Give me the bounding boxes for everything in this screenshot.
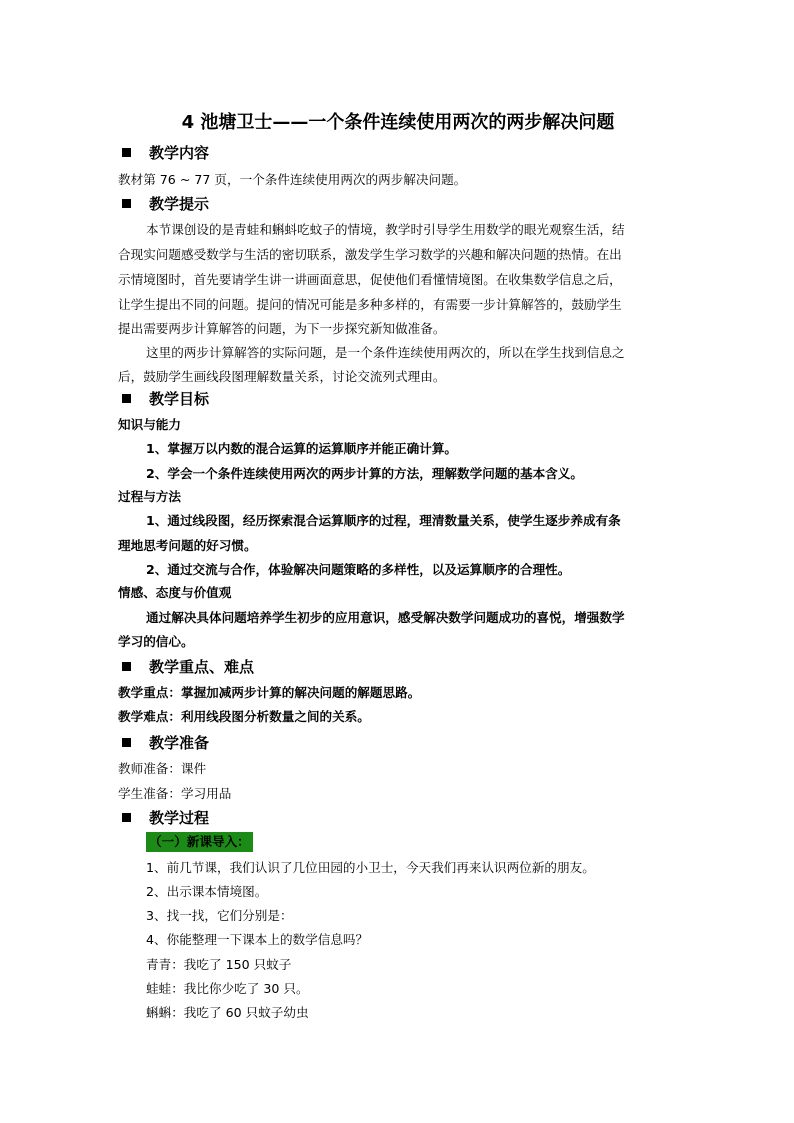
process-item: 蛙蛙：我比你少吃了 30 只。 <box>146 981 309 996</box>
square-bullet-icon <box>122 738 131 747</box>
goals-subheading: 情感、态度与价值观 <box>118 585 232 600</box>
tips-line: 让学生提出不同的问题。提问的情况可能是多种多样的，有需要一步计算解答的，鼓励学生 <box>118 297 622 312</box>
difficult-point: 教学难点：利用线段图分析数量之间的关系。 <box>118 709 370 724</box>
process-item: 1、前几节课，我们认识了几位田园的小卫士，今天我们再来认识两位新的朋友。 <box>146 860 595 875</box>
goal-item: 2、学会一个条件连续使用两次的两步计算的方法，理解数学问题的基本含义。 <box>146 466 583 481</box>
prep-item: 教师准备：课件 <box>118 761 207 776</box>
tips-line: 合现实问题感受数学与生活的密切联系，激发学生学习数学的兴趣和解决问题的热情。在出 <box>118 247 622 262</box>
section-heading-goals: 教学目标 <box>118 388 209 410</box>
goal-item: 1、通过线段图，经历探索混合运算顺序的过程，理清数量关系，使学生逐步养成有条 <box>146 513 621 528</box>
tips-line: 后，鼓励学生画线段图理解数量关系，讨论交流列式理由。 <box>118 369 446 384</box>
process-item: 蝌蝌：我吃了 60 只蚊子幼虫 <box>146 1005 309 1020</box>
section-heading-key-points: 教学重点、难点 <box>118 656 254 678</box>
square-bullet-icon <box>122 148 131 157</box>
goals-subheading: 知识与能力 <box>118 417 181 432</box>
process-item: 青青：我吃了 150 只蚊子 <box>146 957 292 972</box>
goal-item: 通过解决具体问题培养学生初步的应用意识，感受解决数学问题成功的喜悦，增强数学 <box>146 610 625 625</box>
tips-line: 提出需要两步计算解答的问题，为下一步探究新知做准备。 <box>118 321 446 336</box>
goal-item: 1、掌握万以内数的混合运算的运算顺序并能正确计算。 <box>146 441 458 456</box>
tips-line: 这里的两步计算解答的实际问题，是一个条件连续使用两次的，所以在学生找到信息之 <box>146 345 625 360</box>
process-item: 4、你能整理一下课本上的数学信息吗？ <box>146 932 369 947</box>
goals-subheading: 过程与方法 <box>118 489 181 504</box>
process-item: 2、出示课本情境图。 <box>146 884 268 899</box>
prep-item: 学生准备：学习用品 <box>118 786 232 801</box>
section-heading-tips: 教学提示 <box>118 193 209 215</box>
goal-item: 2、通过交流与合作，体验解决问题策略的多样性，以及运算顺序的合理性。 <box>146 562 571 577</box>
goal-item: 理地思考问题的好习惯。 <box>118 538 257 553</box>
key-point: 教学重点：掌握加减两步计算的解决问题的解题思路。 <box>118 685 421 700</box>
tips-line: 本节课创设的是青蛙和蝌蚪吃蚊子的情境，教学时引导学生用数学的眼光观察生活，结 <box>146 222 625 237</box>
document-title: 4 池塘卫士——一个条件连续使用两次的两步解决问题 <box>181 112 615 133</box>
step-label-highlight: （一）新课导入： <box>146 832 253 852</box>
square-bullet-icon <box>122 394 131 403</box>
tips-line: 示情境图时，首先要请学生讲一讲画面意思，促使他们看懂情境图。在收集数学信息之后， <box>118 272 622 287</box>
section-heading-preparation: 教学准备 <box>118 732 209 754</box>
square-bullet-icon <box>122 813 131 822</box>
content-text: 教材第 76 ~ 77 页，一个条件连续使用两次的两步解决问题。 <box>118 172 467 187</box>
square-bullet-icon <box>122 199 131 208</box>
square-bullet-icon <box>122 662 131 671</box>
section-heading-process: 教学过程 <box>118 807 209 829</box>
process-item: 3、找一找，它们分别是： <box>146 908 293 923</box>
goal-item: 学习的信心。 <box>118 634 194 649</box>
section-heading-content: 教学内容 <box>118 142 209 164</box>
